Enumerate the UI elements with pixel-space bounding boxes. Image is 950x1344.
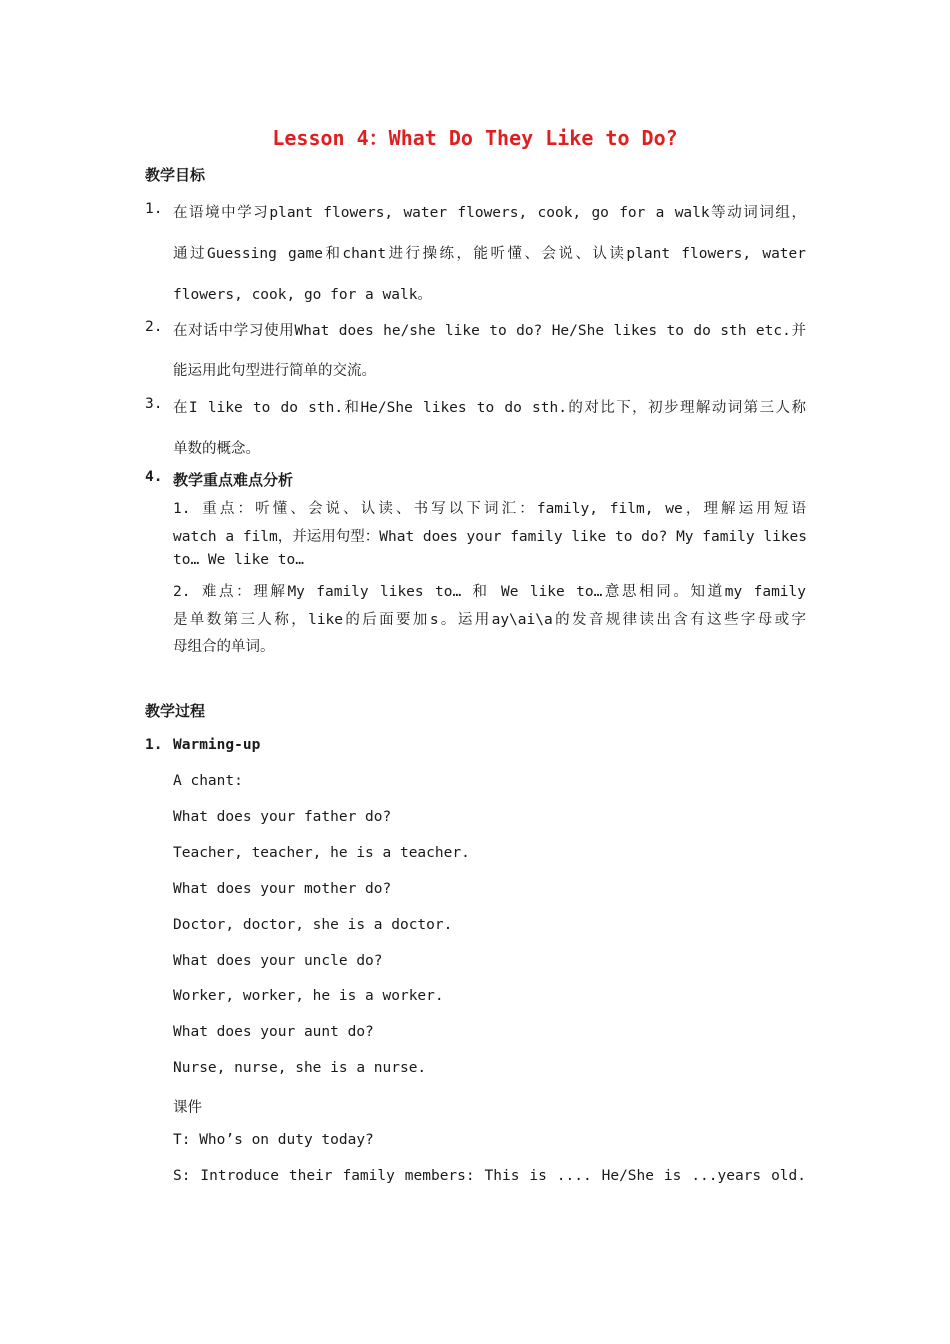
warmup-line: Nurse, nurse, she is a nurse. xyxy=(173,1060,427,1076)
document-title: Lesson 4：What Do They Like to Do? xyxy=(272,126,678,150)
warmup-line: Doctor, doctor, she is a doctor. xyxy=(173,917,453,933)
goal-1-line-3: flowers, cook, go for a walk。 xyxy=(173,287,432,303)
goal-3-line-1: 在I like to do sth.和He/She likes to do sth.的对比下，初步理解动词第三人称 xyxy=(173,400,806,416)
goals-heading: 教学目标 xyxy=(145,166,206,184)
goal-1-number: 1. xyxy=(145,201,163,217)
warmup-number: 1. xyxy=(145,737,163,753)
goal-3-line-2: 单数的概念。 xyxy=(173,441,260,457)
warmup-line: What does your uncle do? xyxy=(173,953,383,969)
warmup-line: A chant: xyxy=(173,773,243,789)
warmup-line: 课件 xyxy=(173,1100,202,1116)
analysis-line-1: 1. 重点：听懂、会说、认读、书写以下词汇：family, film, we，理解运用短语 xyxy=(173,501,806,517)
analysis-line-3: to… We like to… xyxy=(173,552,304,568)
goal-3-number: 3. xyxy=(145,396,163,412)
goal-1-line-1: 在语境中学习plant flowers, water flowers, cook, go for a walk等动词词组， xyxy=(173,205,806,221)
analysis-heading: 教学重点难点分析 xyxy=(173,471,294,489)
process-heading: 教学过程 xyxy=(145,702,206,720)
warmup-line: What does your aunt do? xyxy=(173,1024,374,1040)
analysis-line-5: 是单数第三人称，like的后面要加s。运用ay\ai\a的发音规律读出含有这些字母或字 xyxy=(173,612,806,628)
analysis-line-2: watch a film，并运用句型：What does your family like to do? My family likes xyxy=(173,529,808,545)
warmup-line: Teacher, teacher, he is a teacher. xyxy=(173,845,470,861)
goal-1-line-2: 通过Guessing game和chant进行操练，能听懂、会说、认读plant flowers, water xyxy=(173,246,806,262)
warmup-line: T: Who’s on duty today? xyxy=(173,1132,374,1148)
warmup-line: What does your mother do? xyxy=(173,881,392,897)
warmup-heading: Warming-up xyxy=(173,737,261,753)
warmup-line: What does your father do? xyxy=(173,809,392,825)
analysis-number: 4. xyxy=(145,469,163,485)
warmup-line: S: Introduce their family members: This is .... He/She is ...years old. xyxy=(173,1168,806,1184)
analysis-line-4: 2. 难点：理解My family likes to… 和 We like to…意思相同。知道my family xyxy=(173,584,806,600)
warmup-line: Worker, worker, he is a worker. xyxy=(173,988,444,1004)
goal-2-number: 2. xyxy=(145,319,163,335)
goal-2-line-1: 在对话中学习使用What does he/she like to do? He/She likes to do sth etc.并 xyxy=(173,323,806,339)
goal-2-line-2: 能运用此句型进行简单的交流。 xyxy=(173,363,376,379)
analysis-line-6: 母组合的单词。 xyxy=(173,639,275,655)
